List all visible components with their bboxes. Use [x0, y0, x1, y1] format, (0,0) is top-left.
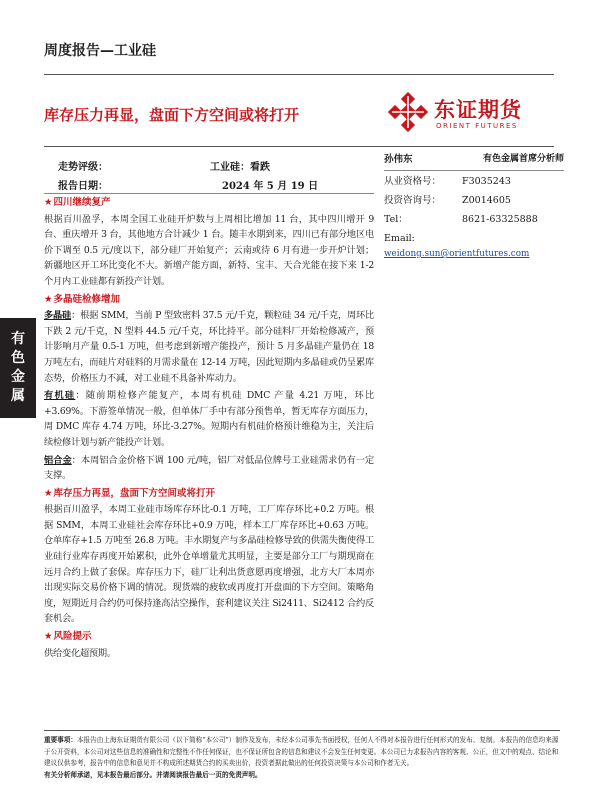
- logo-chinese-name: 东证期货: [434, 98, 522, 122]
- analyst-name: 孙伟东: [384, 154, 413, 165]
- section-paragraph: 有机硅：随前期检修产能复产，本周有机硅 DMC 产量 4.21 万吨，环比+3.69%。下游签单情况一般，但单体厂手中有部分预售单，暂无库存方面压力，周 DMC 库存 4.74 万吨，环比-3.27%。短期内有机硅价格预计维稳为主，关注后续检修计划与新产能投产计划。: [44, 390, 375, 448]
- meta-divider: [44, 193, 374, 194]
- analyst-info-row: Tel： 8621-63325888: [384, 214, 538, 225]
- analyst-info-row: 投资咨询号： Z0014605: [384, 195, 511, 206]
- side-tab-char: 色: [11, 350, 25, 366]
- company-logo: [388, 90, 548, 138]
- analyst-email-row: Email:weidong.sun@orientfutures.com: [384, 233, 530, 259]
- side-tab-char: 金: [11, 369, 25, 385]
- report-series-title: 周度报告—工业硅: [44, 43, 156, 59]
- paragraph-label: 多晶硅: [44, 310, 72, 322]
- trend-label: 走势评级：: [58, 162, 108, 173]
- paragraph-label: 铝合金: [44, 454, 72, 466]
- section-paragraph: 根据百川盈孚，本周工业硅市场库存环比-0.1 万吨，工厂库存环比+0.2 万吨。根据 SMM，本周工业硅社会库存环比+0.9 万吨，样本工厂库存环比+0.63 万吨。仓单库存+1.5 万吨至 26.8 万吨。丰水期复产与多晶硅检修导致的供需失衡使得工业硅行业库存再度开始累积，此外仓单增量尤其明显，主要是部分工厂与期现商在远月合约上做了套保。库存压力下，硅厂让利出货意愿再度增强，北方大厂本周亦出现实际交易价格下调的情况。现货端的疲软或再度打开盘面的下方空间。策略角度，短期近月合约仍可保持逢高沽空操作，套利建议关注 Si2411、Si2412 合约反套机会。: [44, 504, 374, 625]
- logo-english-name: ORIENT FUTURES: [436, 122, 518, 130]
- footer-divider: [44, 730, 560, 731]
- section-paragraph: 供给变化超预期。: [44, 647, 116, 659]
- star-bullet-icon: ★: [44, 631, 53, 643]
- analyst-divider: [384, 170, 564, 171]
- section-paragraph: 根据百川盈孚，本周全国工业硅开炉数与上周相比增加 11 台，其中四川增开 9 台、重庆增开 3 台，其他地方合计减少 1 台。随丰水期到来，四川已有部分地区电价下调至 0.5 元/度以下，部分硅厂开始复产；云南或待 6 月有进一步开炉计划；新疆地区开工环比变化不大。新增产能方面，新特、宝丰、天合光能在接下来 1-2 个月内工业硅都有新投产计划。: [44, 213, 374, 287]
- section-paragraph: 铝合金：本周铝合金价格下调 100 元/吨，铝厂对低品位牌号工业硅需求仍有一定支撑。: [44, 454, 374, 482]
- disclaimer-bold-tail: 有关分析师承诺，见本报告最后部分。并请阅读报告最后一页的免责声明。: [44, 770, 262, 779]
- title-divider: [44, 146, 554, 147]
- section-heading: ★四川继续复产: [44, 197, 111, 208]
- trend-value: 工业硅：看跌: [210, 162, 270, 173]
- disclaimer-text: 本报告由上海东证期货有限公司（以下简称“本公司”）制作及发布，未经本公司事先书面授权，任何人不得对本报告进行任何形式的发布、复制。本报告的信息均来源于公开资料，本公司对这些信息的准确性和完整性不作任何保证，也不保证所包含的信息和建议不会发生任何变更。本公司已力求报告内容的客观、公正，但文中的观点、结论和建议仅供参考，报告中的信息和意见并不构成所述期货合约的买卖出价，投资者据此做出的任何投资决策与本公司和作者无关。: [44, 736, 559, 767]
- analyst-role: 有色金属首席分析师: [482, 154, 564, 164]
- star-bullet-icon: ★: [44, 197, 53, 208]
- section-heading: ★多晶硅检修增加: [44, 293, 121, 305]
- analyst-info-row: 从业资格号： F3035243: [384, 176, 511, 187]
- analyst-email-link[interactable]: weidong.sun@orientfutures.com: [384, 249, 530, 259]
- report-body: [44, 195, 374, 663]
- logo-mark-icon: [388, 92, 428, 132]
- disclaimer-label: 重要事项：: [44, 736, 77, 744]
- disclaimer: [44, 735, 560, 781]
- analyst-card: [384, 152, 564, 262]
- paragraph-label: 有机硅: [44, 390, 76, 402]
- report-title: 库存压力再显，盘面下方空间或将打开: [44, 106, 300, 124]
- star-bullet-icon: ★: [44, 293, 53, 305]
- header-divider: [44, 74, 554, 75]
- star-bullet-icon: ★: [44, 487, 53, 499]
- section-heading: ★风险提示: [44, 631, 92, 643]
- date-value: 2024 年 5 月 19 日: [222, 181, 319, 192]
- date-label: 报告日期：: [58, 181, 108, 192]
- side-tab-char: 属: [11, 388, 25, 404]
- section-heading: ★库存压力再显，盘面下方空间或将打开: [44, 487, 216, 499]
- sector-side-tab: [0, 318, 36, 418]
- section-paragraph: 多晶硅：根据 SMM，当前 P 型致密料 37.5 元/千克，颗粒硅 34 元/千克，周环比下跌 2 元/千克，N 型料 44.5 元/千克，环比持平。部分硅料厂开始检修减产，预计影响月产量 0.5-1 万吨，但考虑到新增产能投产，预计 5 月多晶硅产量仍在 18 万吨左右，而硅片对硅料的月需求量在 12-14 万吨，因此短期内多晶硅或仍呈累库态势，价格压力不减，对工业硅不具备补库动力。: [44, 310, 374, 384]
- side-tab-char: 有: [11, 331, 25, 347]
